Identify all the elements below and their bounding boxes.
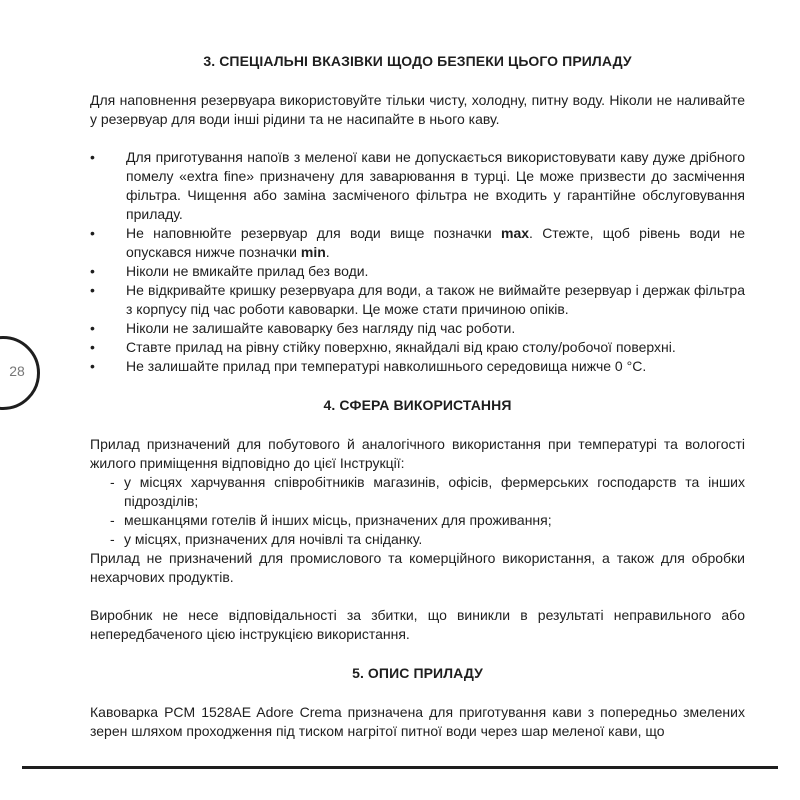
section-3-intro: Для наповнення резервуара використовуйте тільки чисту, холодну, питну воду. Ніколи не наливайте у резервуар для води інші рідини та не насипайте в нього каву. (90, 92, 745, 127)
min-mark: min (300, 244, 326, 260)
safety-bullet-surface: • Ставте прилад на рівну стійку поверхню, якнайдалі від краю столу/робочої поверхні. (90, 338, 745, 357)
safety-bullet-temperature: • Не залишайте прилад при температурі навколишнього середовища нижче 0 °С. (90, 357, 745, 376)
safety-bullet-list (90, 148, 745, 376)
safety-bullet-water-level (90, 224, 745, 262)
section-4-liability: Виробник не несе відповідальності за збитки, що виникли в результаті неправильного або непередбаченого цією інструкцією використання. (90, 607, 745, 642)
safety-bullet-grind: • Для приготування напоїв з меленої кави не допускається використовувати каву дуже дрібного помелу «extra fine» призначену для заварювання в турці. Це може призвести до засмічення фільтра. Чищення або заміна засміченого фільтра не входить у гарантійне обслуговування приладу. (90, 148, 745, 224)
section-4-intro: Прилад призначений для побутового й аналогічного використання при температурі та вологості жилого приміщення відповідно до цієї Інструкції: (90, 436, 745, 471)
safety-bullet-no-water: • Ніколи не вмикайте прилад без води. (90, 262, 745, 281)
section-3-title: 3. СПЕЦІАЛЬНІ ВКАЗІВКИ ЩОДО БЕЗПЕКИ ЦЬОГО ПРИЛАДУ (203, 53, 632, 69)
section-4-title: 4. СФЕРА ВИКОРИСТАННЯ (323, 397, 512, 413)
section-5-intro: Кавоварка PCM 1528AE Adore Crema призначена для приготування кави з попередньо змелених зерен шляхом проходження під тиском нагрітої питної води через шар меленої кави, що (90, 704, 745, 739)
usage-item: - у місцях харчування співробітників магазинів, офісів, фермерських господарств та інших підрозділів; (90, 473, 745, 511)
usage-dash-list (90, 473, 745, 549)
usage-item: - мешканцями готелів й інших місць, призначених для проживання; (90, 511, 745, 530)
section-4-note: Прилад не призначений для промислового та комерційного використання, а також для обробки нехарчових продуктів. (90, 550, 745, 585)
max-mark: max (501, 225, 530, 241)
safety-bullet-lid: • Не відкривайте кришку резервуара для води, а також не виймайте резервуар і держак фільтра з корпусу під час роботи кавоварки. Це може стати причиною опіків. (90, 281, 745, 319)
page-number: 28 (9, 363, 25, 379)
bullet-text: Не наповнюйте резервуар для води вище позначки (126, 225, 501, 241)
bullet-text: . (325, 244, 330, 260)
document-body (90, 52, 745, 741)
bottom-divider (22, 766, 778, 769)
usage-item: - у місцях, призначених для ночівлі та сніданку. (90, 530, 745, 549)
bullet-text: . Стежте, щоб рівень води не опускався нижче позначки (126, 225, 745, 260)
safety-bullet-unattended: • Ніколи не залишайте кавоварку без нагляду під час роботи. (90, 319, 745, 338)
section-5-title: 5. ОПИС ПРИЛАДУ (352, 665, 483, 681)
